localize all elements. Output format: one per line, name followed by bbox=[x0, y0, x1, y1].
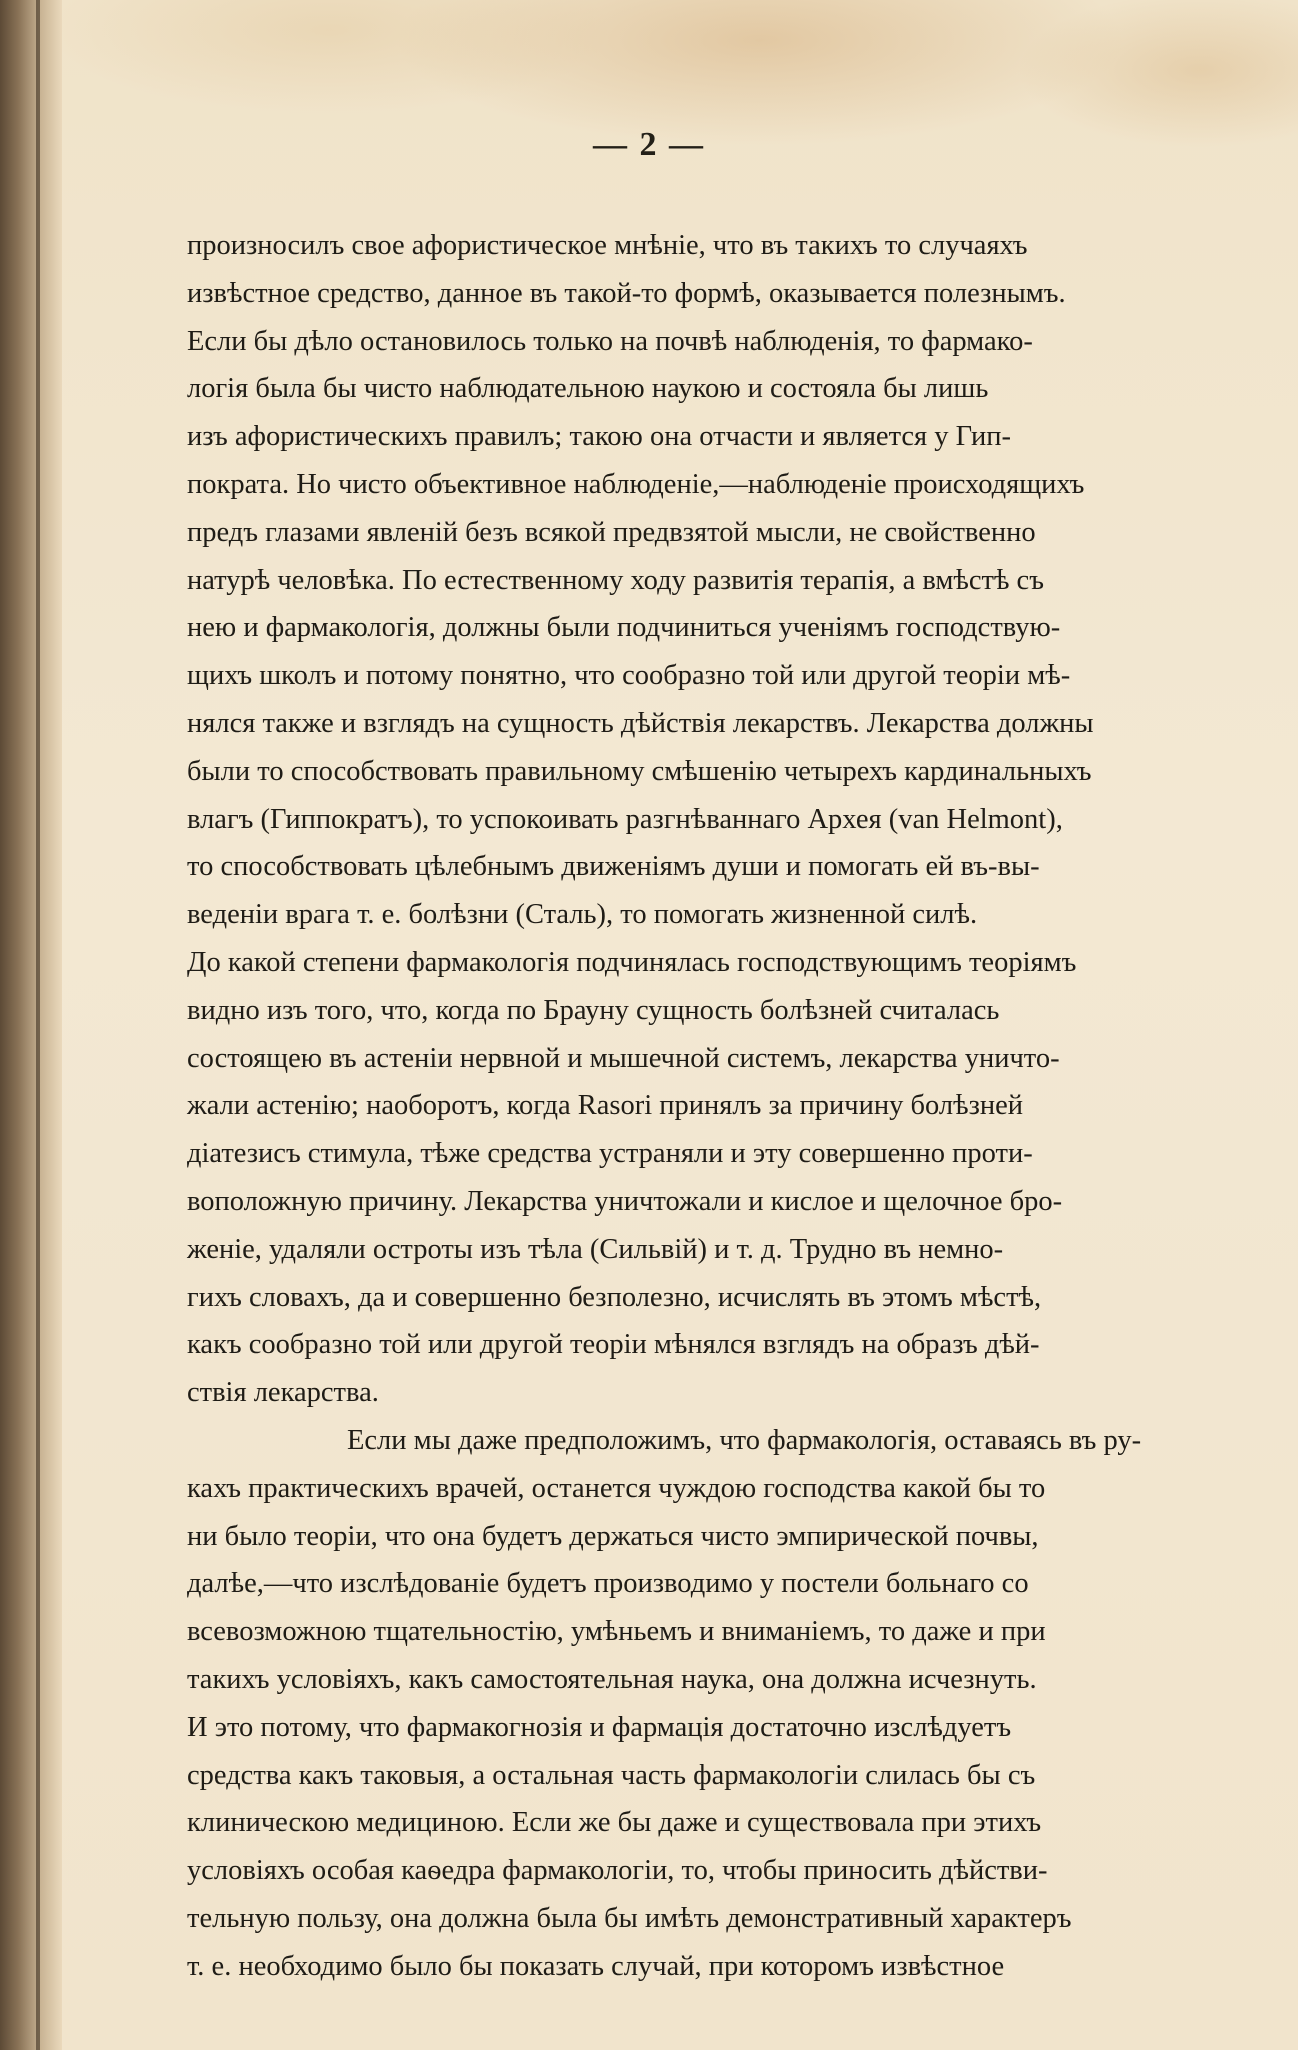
text-line: нею и фармакологія, должны были подчиниться ученіямъ господствую- bbox=[187, 612, 1061, 644]
text-line: влагъ (Гиппократъ), то успокоивать разгнѣваннаго Архея (van Helmont), bbox=[187, 803, 1063, 835]
text-line: то способствовать цѣлебнымъ движеніямъ души и помогать ей въ-вы- bbox=[187, 851, 1040, 883]
text-line: были то способствовать правильному смѣшенію четырехъ кардинальныхъ bbox=[187, 755, 1092, 787]
text-line: логія была бы чисто наблюдательною наукою и состояла бы лишь bbox=[187, 373, 989, 405]
page-number: — 2 — bbox=[593, 126, 705, 163]
text-line: далѣе,—что изслѣдованіе будетъ производимо у постели больнаго со bbox=[187, 1568, 1029, 1600]
binding-edge bbox=[36, 0, 40, 2050]
text-line: жали астенію; наоборотъ, когда Rasori принялъ за причину болѣзней bbox=[187, 1090, 1023, 1122]
text-line: какъ сообразно той или другой теоріи мѣнялся взглядъ на образъ дѣй- bbox=[187, 1329, 1040, 1361]
text-line: натурѣ человѣка. По естественному ходу развитія терапія, а вмѣстѣ съ bbox=[187, 564, 1044, 596]
text-line: кахъ практическихъ врачей, останется чуждою господства какой бы то bbox=[187, 1472, 1046, 1504]
paragraph-2 bbox=[187, 1417, 1285, 1991]
book-gutter bbox=[0, 0, 62, 2050]
text-line: нялся также и взглядъ на сущность дѣйствія лекарствъ. Лекарства должны bbox=[187, 707, 1094, 739]
text-line: всевозможною тщательностію, умѣньемъ и вниманіемъ, то даже и при bbox=[187, 1616, 1046, 1648]
text-line: До какой степени фармакологія подчинялась господствующимъ теоріямъ bbox=[187, 946, 1077, 978]
text-line: щихъ школъ и потому понятно, что сообразно той или другой теоріи мѣ- bbox=[187, 660, 1071, 692]
text-line: ни было теоріи, что она будетъ держаться чисто эмпирической почвы, bbox=[187, 1520, 1039, 1552]
text-line: извѣстное средство, данное въ такой-то формѣ, оказывается полезнымъ. bbox=[187, 277, 1066, 309]
body-text bbox=[187, 222, 1285, 1990]
text-line: т. е. необходимо было бы показать случай, при которомъ извѣстное bbox=[187, 1950, 1005, 1982]
paragraph-1 bbox=[187, 222, 1285, 1417]
text-line: средства какъ таковыя, а остальная часть фармакологіи слилась бы съ bbox=[187, 1759, 1036, 1791]
text-line: предъ глазами явленій безъ всякой предвзятой мысли, не свойственно bbox=[187, 516, 1036, 548]
text-line: діатезисъ стимула, тѣже средства устраняли и эту совершенно проти- bbox=[187, 1138, 1033, 1170]
text-line: условіяхъ особая каѳедра фармакологіи, то, чтобы приносить дѣйстви- bbox=[187, 1855, 1048, 1887]
text-line: ствія лекарства. bbox=[187, 1377, 379, 1409]
text-line: видно изъ того, что, когда по Брауну сущность болѣзней считалась bbox=[187, 994, 1000, 1026]
text-line: воположную причину. Лекарства уничтожали и кислое и щелочное бро- bbox=[187, 1185, 1063, 1217]
text-line: изъ афористическихъ правилъ; такою она отчасти и является у Гип- bbox=[187, 421, 1012, 453]
text-line: Если мы даже предположимъ, что фармакологія, оставаясь въ ру- bbox=[347, 1424, 1142, 1456]
text-line: женіе, удаляли остроты изъ тѣла (Сильвій) и т. д. Трудно въ немно- bbox=[187, 1233, 1004, 1265]
text-line: состоящею въ астеніи нервной и мышечной системъ, лекарства уничто- bbox=[187, 1042, 1060, 1074]
text-line: тельную пользу, она должна была бы имѣть демонстративный характеръ bbox=[187, 1902, 1072, 1934]
text-line: такихъ условіяхъ, какъ самостоятельная наука, она должна исчезнуть. bbox=[187, 1663, 1037, 1695]
text-line: гихъ словахъ, да и совершенно безполезно, исчислять въ этомъ мѣстѣ, bbox=[187, 1281, 1042, 1313]
text-line: пократа. Но чисто объективное наблюденіе,—наблюденіе происходящихъ bbox=[187, 468, 1085, 500]
text-line: веденіи врага т. е. болѣзни (Сталь), то помогать жизненной силѣ. bbox=[187, 899, 978, 931]
text-line: клиническою медициною. Если же бы даже и существовала при этихъ bbox=[187, 1807, 1042, 1839]
text-line: произносилъ свое афористическое мнѣніе, что въ такихъ то случаяхъ bbox=[187, 230, 1028, 261]
text-line: Если бы дѣло остановилось только на почвѣ наблюденія, то фармако- bbox=[187, 325, 1033, 357]
text-line: И это потому, что фармакогнозія и фармація достаточно изслѣдуетъ bbox=[187, 1711, 1012, 1743]
